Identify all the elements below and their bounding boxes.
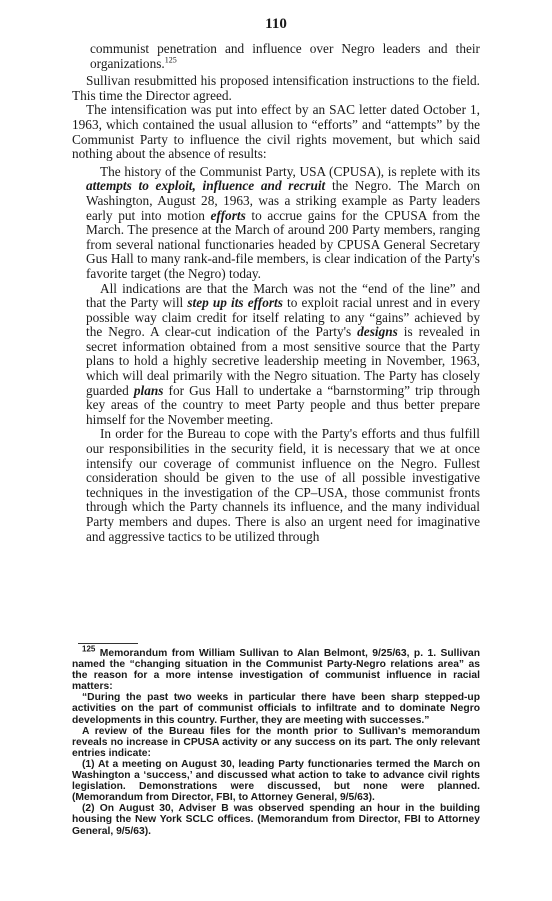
quote-paragraph-3: In order for the Bureau to cope with the Party's efforts and thus fulfill our responsibilities in the security field, it is necessary that we at once intensify our coverage of communist influence on the Negro. Fullest consideration should be given to the use of all possible investigative techniques in the investigation of the CP–USA, those communist fronts through which the Party channels its influence, and the many individual Party members and dupes. There is also an urgent need for imaginative and aggressive tactics to be utilized through xyxy=(86,426,480,544)
footnote-quote: “During the past two weeks in particular there have been sharp stepped-up activities on the part of communist officials to infiltrate and to dominate Negro developments in this country. Further, they are meeting with successes.” xyxy=(72,692,480,726)
emphasis: designs xyxy=(357,324,398,340)
emphasis: attempts to exploit, influence and recruit xyxy=(86,178,326,194)
emphasis: efforts xyxy=(210,207,246,223)
quote-paragraph-1: The history of the Communist Party, USA (CPUSA), is replete with its attempts to exploit, influence and recruit the Negro. The March on Washington, August 28, 1963, was a striking example as Party leaders early put into motion efforts to accrue gains for the CPUSA from the March. The presence at the March of around 200 Party members, ranging from several national functionaries headed by CPUSA General Secretary Gus Hall to many rank-and-file members, is clear indication of the Party's favorite target (the Negro) today. xyxy=(86,163,480,281)
emphasis: step up its efforts xyxy=(187,295,283,311)
footnote-entry-2: (2) On August 30, Adviser B was observed spending an hour in the building housing the New York SCLC offices. (Memorandum from Director, FBI to Attorney General, 9/5/63). xyxy=(72,803,480,837)
page-number: 110 xyxy=(265,16,287,32)
quote-paragraph-2: All indications are that the March was not the “end of the line” and that the Party will step up its efforts to exploit racial unrest and in every possible way claim credit for itself relating to any “gains” achieved by the Negro. A clear-cut indication of the Party's designs is revealed in secret information obtained from a most sensitive source that the Party plans to hold a highly secretive leadership meeting in November, 1963, which will deal primarily with the Negro situation. The Party has closely guarded plans for Gus Hall to undertake a “barnstorming” trip through key areas of the country to meet Party people and thus better prepare himself for the November meeting. xyxy=(86,280,480,427)
emphasis: plans xyxy=(133,382,164,398)
main-text xyxy=(72,42,480,544)
footnotes xyxy=(72,644,480,837)
footnote-marker: 125 xyxy=(82,644,96,654)
footnote-125: $^{125}$ Memorandum from William Sullivan to Alan Belmont, 9/25/63, p. 1. Sullivan named the “changing situation in the Communist Party-Negro relations area” as the reason for a more intense investigation of communist influence in racial matters: xyxy=(72,644,480,693)
footnote-review: A review of the Bureau files for the month prior to Sullivan's memorandum reveals no increase in CPUSA activity or any success on its part. The only relevant entries indicate: xyxy=(72,725,480,759)
intro-text: communist penetration and influence over Negro leaders and their organizations. xyxy=(90,41,480,71)
paragraph-intensification: The intensification was put into effect by an SAC letter dated October 1, 1963, which contained the usual allusion to “efforts” and “attempts” by the Communist Party to influence the civil rights movement, but which said nothing about the absence of results: xyxy=(72,102,480,162)
intro-continuation xyxy=(72,42,480,71)
footnote-reference: 125 xyxy=(164,55,177,65)
block-quote xyxy=(72,165,480,544)
paragraph-resubmit: Sullivan resubmitted his proposed intensification instructions to the field. This time the Director agreed. xyxy=(72,73,480,103)
footnote-entry-1: (1) At a meeting on August 30, leading Party functionaries termed the March on Washington a ‘success,’ and discussed what action to take to advance civil rights legislation. Demonstrations were discussed, but none were planned. (Memorandum from Director, FBI, to Attorney General, 9/5/63). xyxy=(72,758,480,804)
